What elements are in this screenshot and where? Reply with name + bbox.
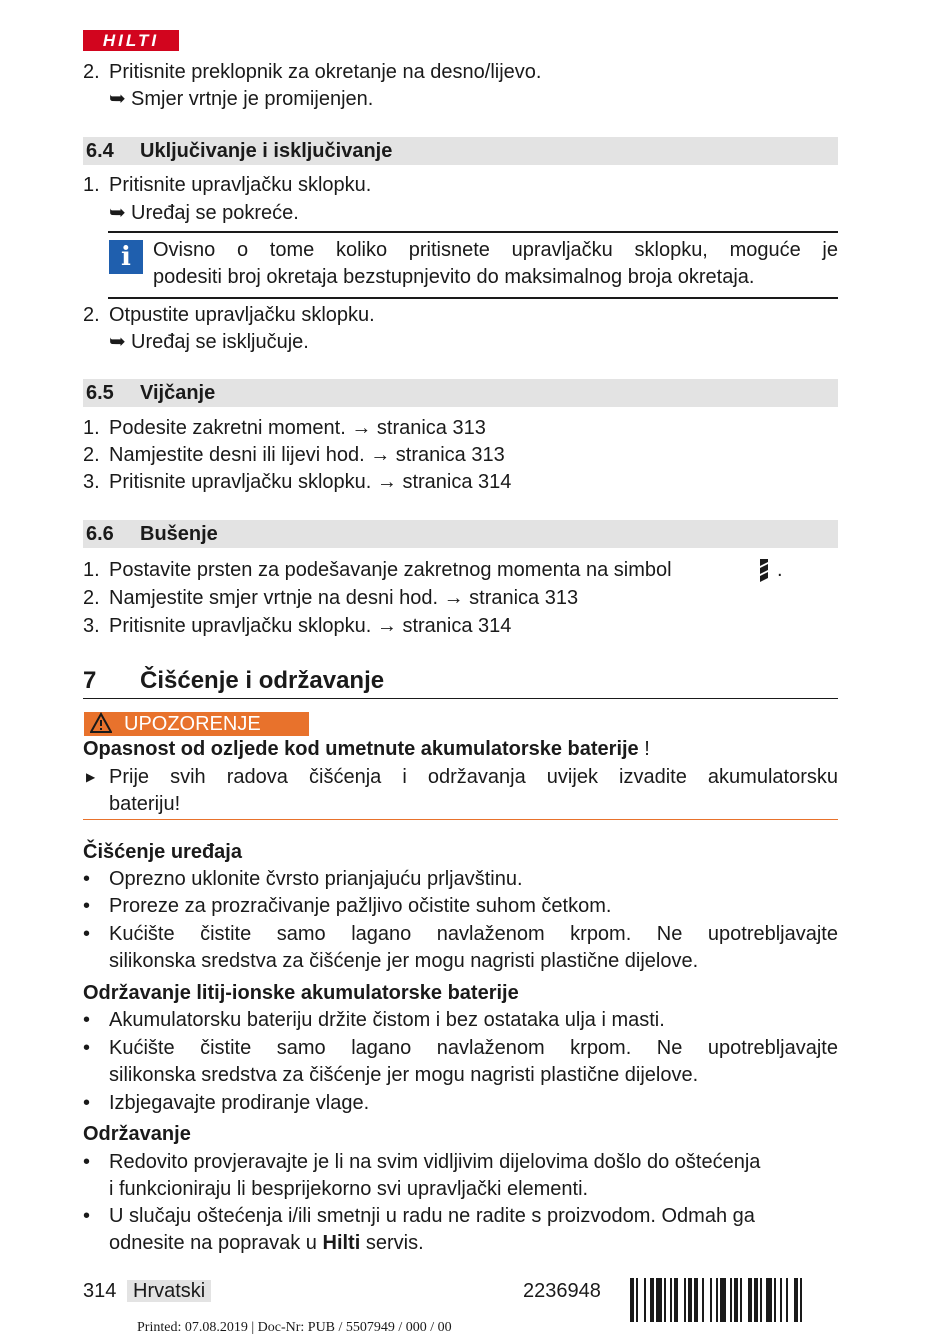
note-bottom-rule — [108, 297, 838, 299]
step-text: Namjestite desni ili lijevi hod. → stranica 313 — [109, 444, 505, 466]
step-number: 3. — [83, 471, 100, 493]
bullet-icon: • — [83, 923, 91, 945]
drill-bit-icon — [757, 558, 771, 584]
result-text: Uređaj se pokreće. — [131, 202, 299, 224]
bullet-icon: • — [83, 1205, 91, 1227]
warning-label: UPOZORENJE — [124, 713, 261, 735]
step-number: 1. — [83, 559, 100, 581]
print-info: Printed: 07.08.2019 | Doc-Nr: PUB / 5507949 / 000 / 00 — [137, 1320, 452, 1335]
language-label — [127, 1278, 211, 1305]
list-item: Redovito provjeravajte je li na svim vidljivim dijelovima došlo do oštećenja — [109, 1151, 761, 1173]
warning-title-text: Opasnost od ozljede kod umetnute akumulatorske baterije — [83, 738, 639, 760]
step-number: 2. — [83, 587, 100, 609]
language-text: Hrvatski — [127, 1280, 211, 1302]
list-item: Proreze za prozračivanje pažljivo očistite suhom četkom. — [109, 895, 612, 917]
step-number: 2. — [83, 61, 100, 83]
section-heading-6-6 — [83, 520, 838, 548]
list-item: Oprezno uklonite čvrsto prianjajuću prljavštinu. — [109, 868, 523, 890]
bullet-icon: • — [83, 1092, 91, 1114]
section-title: Vijčanje — [140, 382, 216, 404]
brand-name: Hilti — [322, 1232, 361, 1254]
step-text: Namjestite smjer vrtnje na desni hod. → stranica 313 — [109, 587, 579, 609]
step-number: 3. — [83, 615, 100, 637]
list-item: Kućište čistite samo lagano navlaženom krpom. Ne upotrebljavajte — [109, 923, 838, 945]
section-number: 6.4 — [86, 140, 114, 162]
step-result — [109, 329, 309, 356]
doc-number: 2236948 — [523, 1280, 601, 1302]
subheading-battery: Održavanje litij-ionske akumulatorske baterije — [83, 982, 519, 1004]
step-text: Pritisnite upravljačku sklopku. → stranica 314 — [109, 471, 512, 493]
page-number: 314 — [83, 1280, 117, 1302]
result-text: Smjer vrtnje je promijenjen. — [131, 88, 374, 110]
step-text: Pritisnite upravljačku sklopku. → stranica 314 — [109, 615, 512, 637]
warning-rule — [83, 819, 838, 820]
list-text: servis. — [365, 1232, 424, 1254]
list-item: Kućište čistite samo lagano navlaženom krpom. Ne upotrebljavajte — [109, 1037, 838, 1059]
hilti-logo: HILTI — [83, 30, 179, 51]
list-item-continued: silikonska sredstva za čišćenje jer mogu nagristi plastične dijelove. — [109, 950, 699, 972]
list-item-continued: silikonska sredstva za čišćenje jer mogu nagristi plastične dijelove. — [109, 1064, 699, 1086]
warning-line-2: bateriju! — [109, 793, 181, 815]
chapter-rule — [83, 698, 838, 699]
section-title: Bušenje — [140, 523, 218, 545]
result-arrow-icon: ➥ — [109, 331, 126, 353]
note-line-1: Ovisno o tome koliko pritisnete upravljačku sklopku, moguće je — [153, 239, 838, 261]
step-number: 1. — [83, 417, 100, 439]
section-title: Uključivanje i isključivanje — [140, 140, 393, 162]
result-text: Uređaj se isključuje. — [131, 331, 309, 353]
note-line-2: podesiti broj okretaja bezstupnjevito do maksimalnog broja okretaja. — [153, 266, 755, 288]
bullet-icon: • — [83, 895, 91, 917]
chapter-number: 7 — [83, 667, 97, 694]
step-number: 2. — [83, 444, 100, 466]
step-result — [109, 86, 373, 113]
info-icon: i — [109, 240, 143, 274]
step-number: 1. — [83, 174, 100, 196]
step-text: Pritisnite preklopnik za okretanje na desno/lijevo. — [109, 61, 542, 83]
bullet-icon: • — [83, 1009, 91, 1031]
list-item: Izbjegavajte prodiranje vlage. — [109, 1092, 370, 1114]
step-text: Postavite prsten za podešavanje zakretnog momenta na simbol — [109, 559, 672, 581]
warning-exclamation: ! — [644, 738, 650, 760]
step-text: Podesite zakretni moment. → stranica 313 — [109, 417, 486, 439]
section-heading-6-4 — [83, 137, 838, 165]
bullet-icon: • — [83, 868, 91, 890]
list-item: Akumulatorsku bateriju držite čistom i bez ostataka ulja i masti. — [109, 1009, 665, 1031]
triangle-bullet-icon: ▶ — [86, 770, 96, 784]
step-end: . — [777, 559, 783, 581]
section-number: 6.6 — [86, 523, 114, 545]
warning-title — [83, 736, 650, 763]
subheading-maintenance: Održavanje — [83, 1123, 191, 1145]
result-arrow-icon: ➥ — [109, 202, 126, 224]
step-number: 2. — [83, 304, 100, 326]
bullet-icon: • — [83, 1151, 91, 1173]
chapter-title: Čišćenje i održavanje — [140, 667, 385, 694]
bullet-icon: • — [83, 1037, 91, 1059]
barcode-icon — [630, 1278, 838, 1322]
warning-line-1: Prije svih radova čišćenja i održavanja uvijek izvadite akumulatorsku — [109, 766, 838, 788]
note-top-rule — [108, 231, 838, 233]
list-text: odnesite na popravak u — [109, 1232, 317, 1254]
list-item-continued — [109, 1230, 424, 1257]
section-number: 6.5 — [86, 382, 114, 404]
result-arrow-icon: ➥ — [109, 88, 126, 110]
step-text: Pritisnite upravljačku sklopku. — [109, 174, 372, 196]
subheading-cleaning: Čišćenje uređaja — [83, 841, 242, 863]
list-item: U slučaju oštećenja i/ili smetnji u radu ne radite s proizvodom. Odmah ga — [109, 1205, 755, 1227]
step-result — [109, 200, 299, 227]
warning-badge — [84, 712, 309, 736]
list-item-continued: i funkcioniraju li besprijekorno svi upravljački elementi. — [109, 1178, 589, 1200]
step-text: Otpustite upravljačku sklopku. — [109, 304, 375, 326]
section-heading-6-5 — [83, 379, 838, 407]
